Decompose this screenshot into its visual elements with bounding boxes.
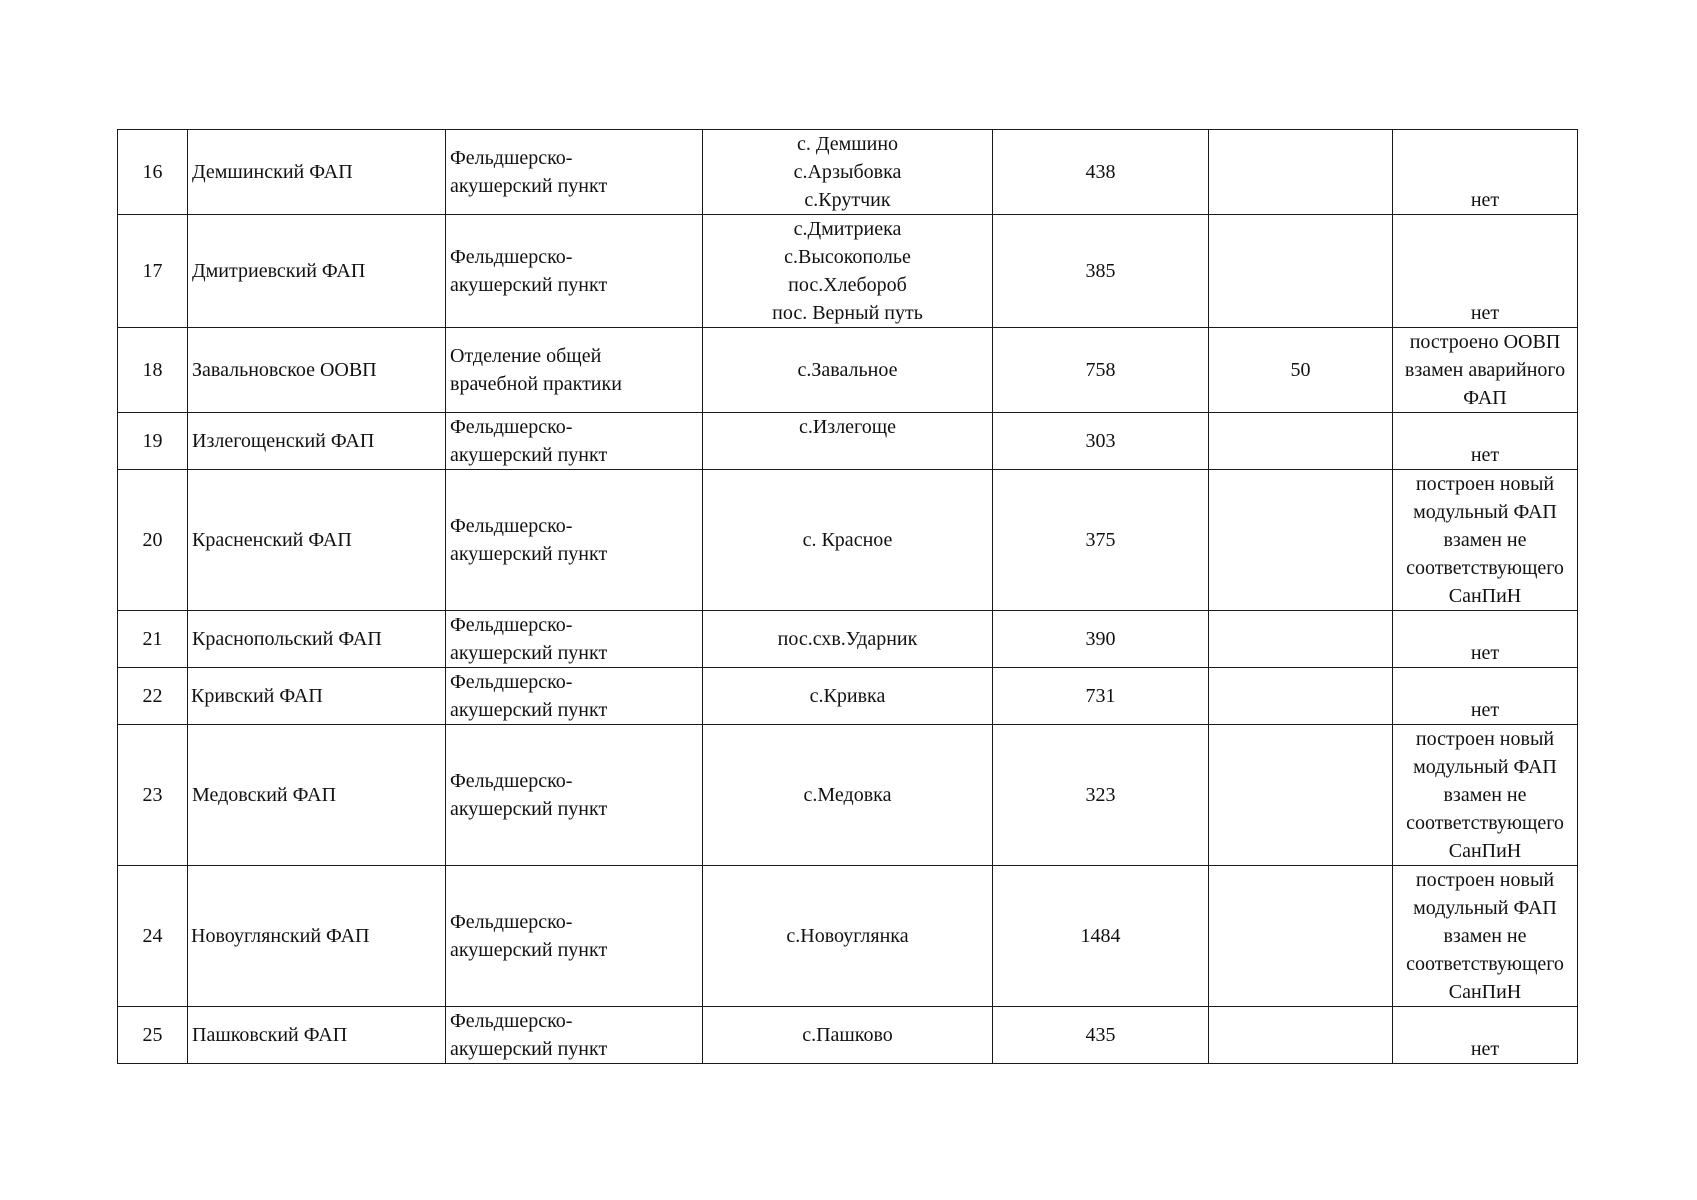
note-line: построен новый <box>1415 728 1555 750</box>
note <box>1393 470 1578 611</box>
served-settlements <box>703 215 993 328</box>
note-line: нет <box>1470 1038 1500 1060</box>
served-settlements <box>703 130 993 215</box>
note-line: СанПиН <box>1448 981 1522 1003</box>
facility-type <box>446 413 703 470</box>
population: 758 <box>993 328 1209 413</box>
population: 438 <box>993 130 1209 215</box>
facility-type <box>446 328 703 413</box>
beds-value <box>1209 611 1393 668</box>
table-row <box>118 668 1578 725</box>
note <box>1393 130 1578 215</box>
table-row <box>118 866 1578 1007</box>
population: 390 <box>993 611 1209 668</box>
note-line: нет <box>1470 302 1500 324</box>
facility-name: Медовский ФАП <box>188 725 446 866</box>
facility-type-line: акушерский пункт <box>450 274 608 296</box>
row-number: 17 <box>118 215 188 328</box>
note-line: модульный ФАП <box>1413 756 1557 778</box>
facility-name: Дмитриевский ФАП <box>188 215 446 328</box>
note-line: соответствующего <box>1406 953 1564 975</box>
row-number: 25 <box>118 1007 188 1064</box>
settlement: с.Крутчик <box>804 189 891 211</box>
row-number: 16 <box>118 130 188 215</box>
facility-type-line: Фельдшерско- <box>450 1010 573 1032</box>
beds-value: 50 <box>1209 328 1393 413</box>
note-line: построен новый <box>1415 473 1555 495</box>
facility-type <box>446 130 703 215</box>
settlement: пос.схв.Ударник <box>777 628 918 650</box>
beds-value <box>1209 470 1393 611</box>
facility-name: Краснопольский ФАП <box>188 611 446 668</box>
note-line: соответствующего <box>1406 812 1564 834</box>
facilities-table <box>117 129 1578 1064</box>
facility-type <box>446 215 703 328</box>
note <box>1393 215 1578 328</box>
population: 435 <box>993 1007 1209 1064</box>
note <box>1393 668 1578 725</box>
note <box>1393 1007 1578 1064</box>
settlement: пос.Хлебороб <box>788 274 907 296</box>
row-number: 18 <box>118 328 188 413</box>
beds-value <box>1209 668 1393 725</box>
note <box>1393 725 1578 866</box>
note-line: СанПиН <box>1448 585 1522 607</box>
facility-name: Пашковский ФАП <box>188 1007 446 1064</box>
settlement: пос. Верный путь <box>772 302 923 324</box>
facility-type-line: акушерский пункт <box>450 1038 608 1060</box>
table-row <box>118 328 1578 413</box>
note-line: СанПиН <box>1448 840 1522 862</box>
table-row <box>118 470 1578 611</box>
facility-type-line: Фельдшерско- <box>450 614 573 636</box>
facility-type-line: Фельдшерско- <box>450 515 573 537</box>
settlement: с.Медовка <box>803 784 892 806</box>
facility-name: Излегощенский ФАП <box>188 413 446 470</box>
note-line: нет <box>1470 444 1500 466</box>
facility-type-line: акушерский пункт <box>450 699 608 721</box>
settlement: с.Кривка <box>809 685 886 707</box>
facility-name: Красненский ФАП <box>188 470 446 611</box>
beds-value <box>1209 866 1393 1007</box>
note-line: взамен не <box>1443 529 1527 551</box>
beds-value <box>1209 1007 1393 1064</box>
population: 375 <box>993 470 1209 611</box>
settlement: с.Завальное <box>797 359 898 381</box>
settlement: с. Красное <box>802 529 893 551</box>
settlement: с.Дмитриека <box>793 218 902 240</box>
note-line: взамен не <box>1443 784 1527 806</box>
row-number: 21 <box>118 611 188 668</box>
population: 731 <box>993 668 1209 725</box>
table-row <box>118 725 1578 866</box>
table-row <box>118 130 1578 215</box>
row-number: 22 <box>118 668 188 725</box>
note-line: модульный ФАП <box>1413 897 1557 919</box>
note-line: построено ООВП <box>1409 331 1561 353</box>
facility-type-line: Отделение общей <box>450 345 602 367</box>
facility-type-line: Фельдшерско- <box>450 246 573 268</box>
facility-type <box>446 668 703 725</box>
facility-type-line: акушерский пункт <box>450 798 608 820</box>
served-settlements <box>703 470 993 611</box>
table-row <box>118 611 1578 668</box>
facility-name: Завальновское ООВП <box>188 328 446 413</box>
facility-type-line: акушерский пункт <box>450 642 608 664</box>
facility-type <box>446 1007 703 1064</box>
settlement: с.Высокополье <box>784 246 911 268</box>
facility-type-line: Фельдшерско- <box>450 770 573 792</box>
served-settlements <box>703 413 993 470</box>
facility-type-line: Фельдшерско- <box>450 671 573 693</box>
note <box>1393 413 1578 470</box>
facility-type <box>446 611 703 668</box>
served-settlements <box>703 611 993 668</box>
settlement: с.Новоуглянка <box>786 925 909 947</box>
table-row <box>118 215 1578 328</box>
row-number: 20 <box>118 470 188 611</box>
note <box>1393 866 1578 1007</box>
facilities-table-body <box>118 130 1578 1064</box>
facility-type-line: акушерский пункт <box>450 444 608 466</box>
settlement: с. Демшино <box>796 133 899 155</box>
row-number: 19 <box>118 413 188 470</box>
note-line: нет <box>1470 189 1500 211</box>
facility-type-line: акушерский пункт <box>450 543 608 565</box>
row-number: 23 <box>118 725 188 866</box>
served-settlements <box>703 725 993 866</box>
served-settlements <box>703 1007 993 1064</box>
beds-value <box>1209 725 1393 866</box>
served-settlements <box>703 328 993 413</box>
facility-type-line: врачебной практики <box>450 373 622 395</box>
note-line: взамен не <box>1443 925 1527 947</box>
note <box>1393 611 1578 668</box>
settlement: с.Пашково <box>802 1024 893 1046</box>
beds-value <box>1209 413 1393 470</box>
note-line: нет <box>1470 699 1500 721</box>
table-row <box>118 413 1578 470</box>
facility-type-line: акушерский пункт <box>450 175 608 197</box>
note-line: нет <box>1470 642 1500 664</box>
facility-type-line: Фельдшерско- <box>450 416 573 438</box>
population: 1484 <box>993 866 1209 1007</box>
population: 323 <box>993 725 1209 866</box>
served-settlements <box>703 668 993 725</box>
population: 385 <box>993 215 1209 328</box>
facility-type <box>446 725 703 866</box>
note-line: взамен аварийного <box>1404 359 1566 381</box>
beds-value <box>1209 215 1393 328</box>
facility-name: Кривский ФАП <box>188 668 446 725</box>
row-number: 24 <box>118 866 188 1007</box>
note <box>1393 328 1578 413</box>
facility-type-line: Фельдшерско- <box>450 147 573 169</box>
settlement: с.Арзыбовка <box>793 161 902 183</box>
beds-value <box>1209 130 1393 215</box>
facility-type-line: акушерский пункт <box>450 939 608 961</box>
note-line: модульный ФАП <box>1413 501 1557 523</box>
table-row <box>118 1007 1578 1064</box>
facility-type <box>446 470 703 611</box>
note-line: ФАП <box>1463 387 1507 409</box>
population: 303 <box>993 413 1209 470</box>
facility-type <box>446 866 703 1007</box>
facility-name: Новоуглянский ФАП <box>188 866 446 1007</box>
settlement: с.Излегоще <box>798 416 897 438</box>
facility-type-line: Фельдшерско- <box>450 911 573 933</box>
note-line: построен новый <box>1415 869 1555 891</box>
note-line: соответствующего <box>1406 557 1564 579</box>
facility-name: Демшинский ФАП <box>188 130 446 215</box>
served-settlements <box>703 866 993 1007</box>
